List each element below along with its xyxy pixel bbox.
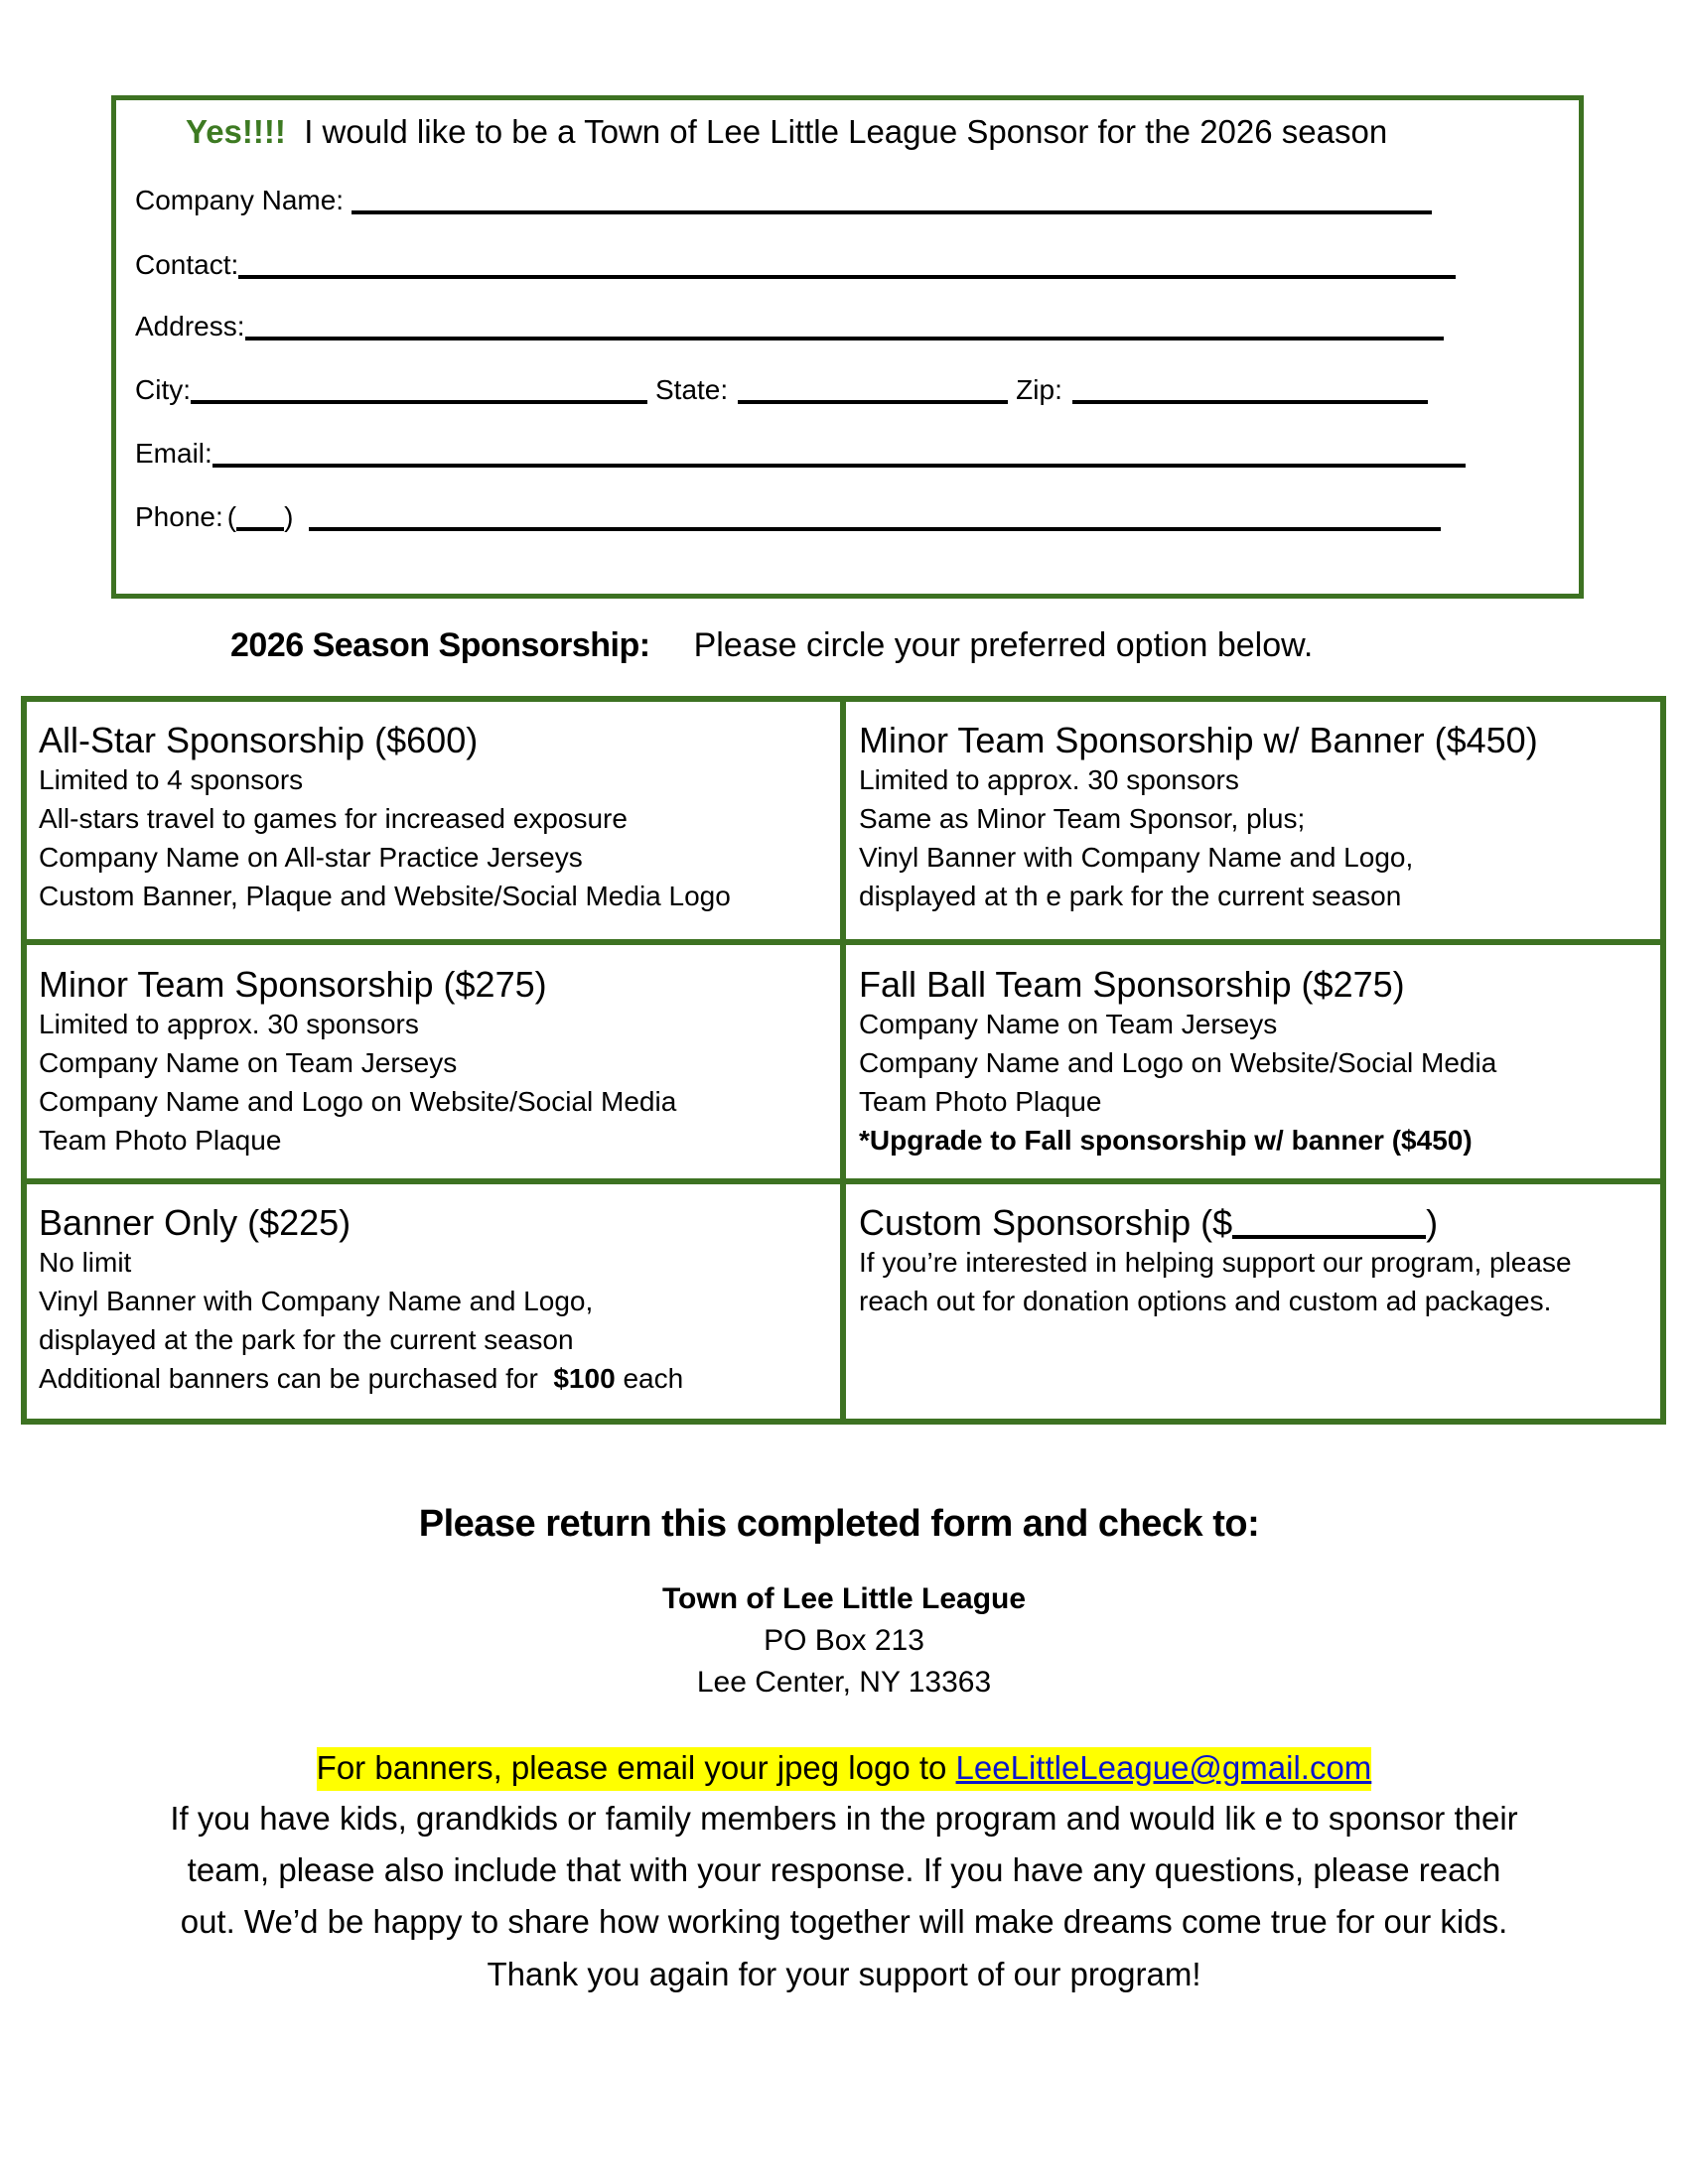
phone-row xyxy=(135,493,1441,533)
grid-row-divider-2 xyxy=(21,1178,1666,1184)
company-name-field[interactable] xyxy=(352,183,1432,214)
option-upgrade-note: *Upgrade to Fall sponsorship w/ banner ($450) xyxy=(859,1125,1473,1156)
option-fall-ball[interactable] xyxy=(859,965,1496,1160)
option-line: Team Photo Plaque xyxy=(859,1086,1102,1117)
option-line: Company Name and Logo on Website/Social Media xyxy=(859,1047,1497,1078)
phone-area-open: ( xyxy=(226,501,237,532)
address-label: Address: xyxy=(135,311,245,341)
po-box: PO Box 213 xyxy=(764,1624,924,1657)
state-field[interactable] xyxy=(738,372,1008,404)
option-banner-only[interactable] xyxy=(39,1203,683,1398)
email-field[interactable] xyxy=(212,436,1466,468)
contact-field[interactable] xyxy=(238,247,1456,279)
custom-title-prefix: Custom Sponsorship ($ xyxy=(859,1202,1233,1243)
phone-area-code-field[interactable] xyxy=(236,499,284,531)
custom-title-suffix: ) xyxy=(1426,1202,1439,1243)
address-row xyxy=(135,303,1444,342)
option-minor-team-banner[interactable] xyxy=(859,721,1538,915)
phone-area-close: ) xyxy=(284,501,294,532)
banner-note xyxy=(0,1747,1688,1791)
option-line: displayed at th e park for the current season xyxy=(859,881,1402,911)
option-custom[interactable] xyxy=(859,1203,1572,1320)
option-line: reach out for donation options and custom ad packages. xyxy=(859,1286,1552,1316)
sponsorship-instruction: Please circle your preferred option below. xyxy=(693,626,1314,664)
banner-note-text: For banners, please email your jpeg logo to xyxy=(316,1749,947,1786)
option-title: Fall Ball Team Sponsorship ($275) xyxy=(859,964,1405,1005)
option-line: Company Name on Team Jerseys xyxy=(39,1047,458,1078)
phone-number-field[interactable] xyxy=(309,499,1441,531)
email-label: Email: xyxy=(135,438,212,469)
option-line: Limited to approx. 30 sponsors xyxy=(39,1009,419,1039)
zip-field[interactable] xyxy=(1072,372,1428,404)
option-line: Company Name on All-star Practice Jerseys xyxy=(39,842,583,873)
closing-line: out. We’d be happy to share how working together will make dreams come true for our kids. xyxy=(180,1903,1508,1940)
city-label: City: xyxy=(135,374,191,405)
option-title: Banner Only ($225) xyxy=(39,1202,352,1243)
return-heading: Please return this completed form and check to: xyxy=(418,1503,1260,1545)
option-line: Custom Banner, Plaque and Website/Social Media Logo xyxy=(39,881,731,911)
contact-label: Contact: xyxy=(135,249,239,280)
contact-row xyxy=(135,241,1456,281)
sponsorship-heading: 2026 Season Sponsorship: xyxy=(230,626,650,664)
email-link[interactable]: LeeLittleLeague@gmail.com xyxy=(955,1749,1372,1786)
grid-row-divider-1 xyxy=(21,939,1666,945)
company-name-label: Company Name: xyxy=(135,185,345,215)
option-line: displayed at the park for the current season xyxy=(39,1324,574,1355)
closing-thanks: Thank you again for your support of our program! xyxy=(487,1956,1201,1992)
additional-price: $100 xyxy=(553,1363,616,1394)
additional-suffix: each xyxy=(623,1363,684,1394)
option-line: No limit xyxy=(39,1247,132,1278)
section-heading xyxy=(230,626,1313,665)
grid-column-divider xyxy=(840,696,846,1425)
phone-label: Phone: xyxy=(135,501,223,532)
option-line: Same as Minor Team Sponsor, plus; xyxy=(859,803,1306,834)
closing-line: team, please also include that with your response. If you have any questions, please reach xyxy=(187,1851,1501,1888)
option-title xyxy=(859,1203,1572,1243)
option-title: Minor Team Sponsorship ($275) xyxy=(39,964,547,1005)
option-additional-banners xyxy=(39,1359,683,1398)
option-all-star[interactable] xyxy=(39,721,731,915)
form-title xyxy=(186,113,1387,151)
form-title-text: I would like to be a Town of Lee Little League Sponsor for the 2026 season xyxy=(304,113,1388,150)
form-title-yes: Yes!!!! xyxy=(186,113,286,150)
option-line: Limited to approx. 30 sponsors xyxy=(859,764,1239,795)
city-field[interactable] xyxy=(191,372,647,404)
option-line: Limited to 4 sponsors xyxy=(39,764,304,795)
org-name: Town of Lee Little League xyxy=(661,1582,1027,1615)
company-name-row xyxy=(135,177,1432,216)
city-state-zip: Lee Center, NY 13363 xyxy=(696,1666,992,1699)
option-line: Vinyl Banner with Company Name and Logo, xyxy=(859,842,1414,873)
option-line: All-stars travel to games for increased exposure xyxy=(39,803,628,834)
option-line: Company Name and Logo on Website/Social Media xyxy=(39,1086,677,1117)
address-field[interactable] xyxy=(245,309,1444,341)
closing-line: If you have kids, grandkids or family members in the program and would lik e to sponsor their xyxy=(170,1800,1518,1837)
option-line: If you’re interested in helping support our program, please xyxy=(859,1247,1572,1278)
option-minor-team[interactable] xyxy=(39,965,676,1160)
additional-prefix: Additional banners can be purchased for xyxy=(39,1363,538,1394)
option-line: Team Photo Plaque xyxy=(39,1125,282,1156)
email-row xyxy=(135,430,1466,470)
custom-amount-field[interactable] xyxy=(1232,1205,1426,1239)
zip-label: Zip: xyxy=(1016,374,1062,405)
state-label: State: xyxy=(655,374,729,405)
option-line: Vinyl Banner with Company Name and Logo, xyxy=(39,1286,594,1316)
option-title: All-Star Sponsorship ($600) xyxy=(39,720,479,760)
banner-note-highlight xyxy=(317,1747,1372,1791)
option-title: Minor Team Sponsorship w/ Banner ($450) xyxy=(859,720,1538,760)
option-line: Company Name on Team Jerseys xyxy=(859,1009,1278,1039)
city-state-zip-row xyxy=(135,366,1428,406)
